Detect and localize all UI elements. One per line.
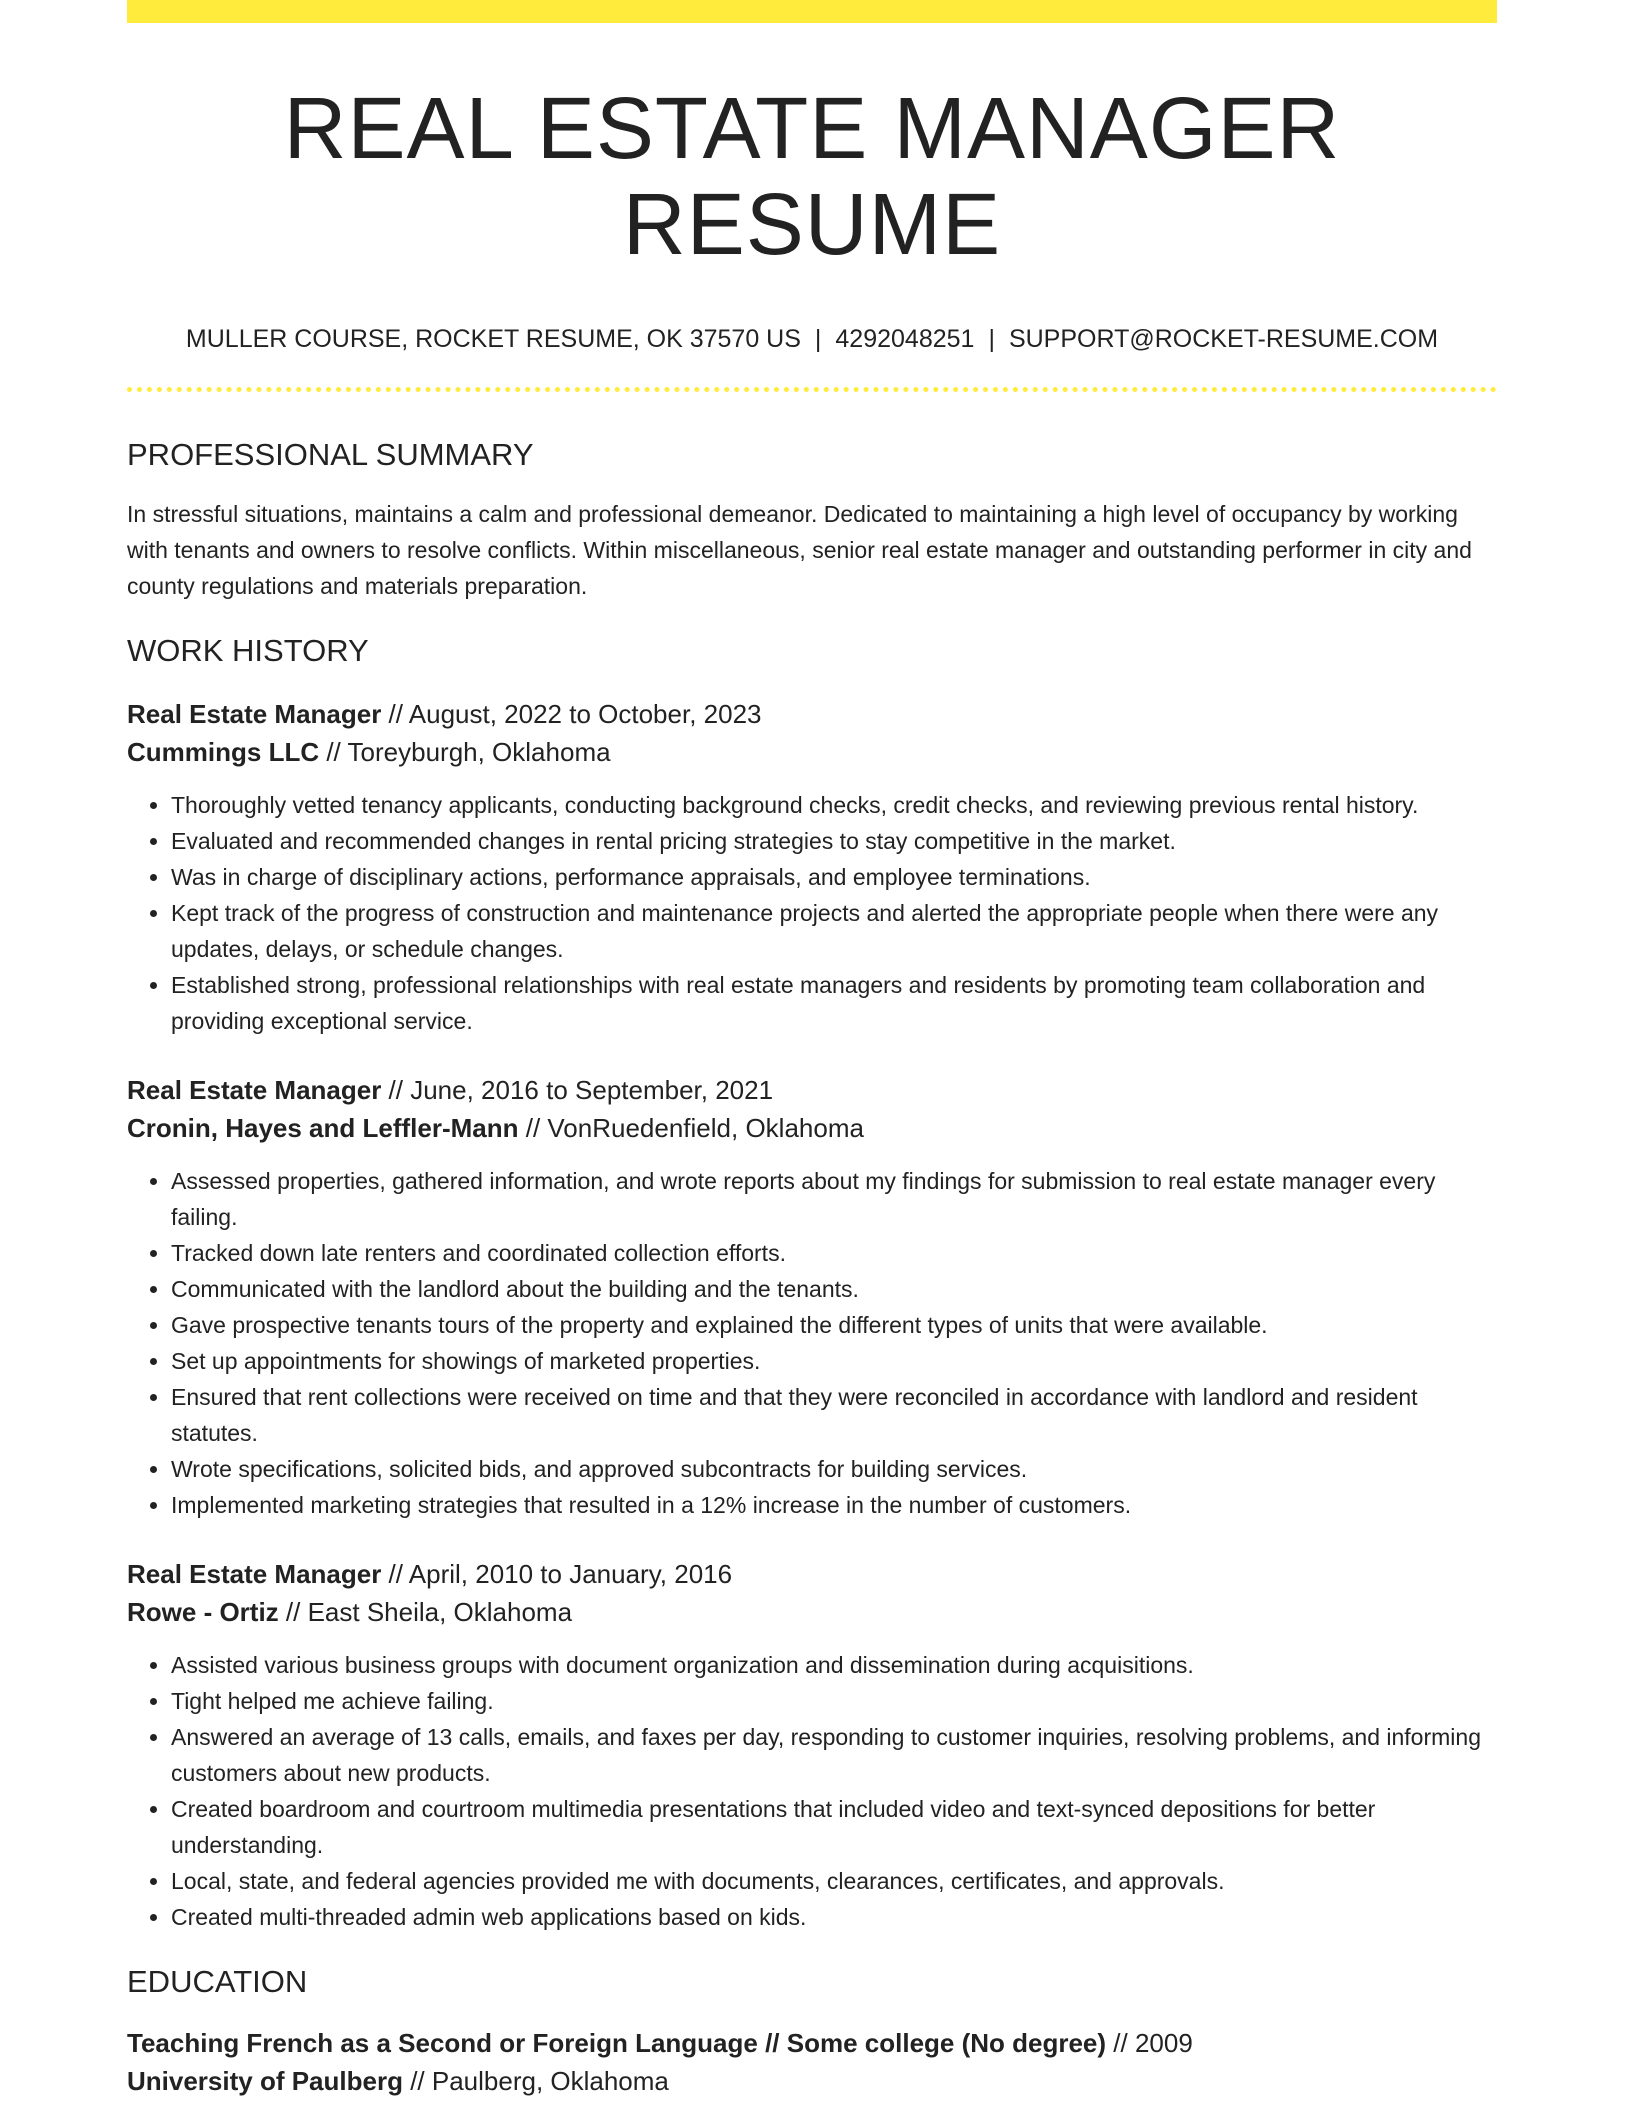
job-bullet: • Assessed properties, gathered information, and wrote reports about my findings for submission to real estate manager every failing.: [171, 1163, 1497, 1235]
education-school-line: [127, 2062, 1497, 2100]
job-bullet: • Ensured that rent collections were received on time and that they were reconciled in accordance with landlord and resident statutes.: [171, 1379, 1497, 1451]
education-school: University of Paulberg: [127, 2065, 403, 2096]
job-company-line: [127, 1593, 1497, 1631]
job-location: // Toreyburgh, Oklahoma: [319, 736, 611, 767]
job-bullet: • Answered an average of 13 calls, emails, and faxes per day, responding to customer inquiries, resolving problems, and informing customers about new products.: [171, 1719, 1497, 1791]
job-bullet-list: [127, 1163, 1497, 1523]
job-bullet: • Thoroughly vetted tenancy applicants, conducting background checks, credit checks, and reviewing previous rental history.: [171, 787, 1497, 823]
job-location: // East Sheila, Oklahoma: [278, 1596, 573, 1627]
job-bullet: • Wrote specifications, solicited bids, and approved subcontracts for building services.: [171, 1451, 1497, 1487]
education-location: // Paulberg, Oklahoma: [402, 2065, 669, 2096]
job-dates: // April, 2010 to January, 2016: [381, 1558, 733, 1589]
job-title-line: [127, 1071, 1497, 1109]
job-bullet: • Set up appointments for showings of marketed properties.: [171, 1343, 1497, 1379]
resume-title: REAL ESTATE MANAGER RESUME: [283, 80, 1341, 273]
contact-separator: |: [988, 325, 995, 354]
job-bullet: • Gave prospective tenants tours of the property and explained the different types of units that were available.: [171, 1307, 1497, 1343]
contact-email: SUPPORT@ROCKET-RESUME.COM: [1008, 325, 1439, 354]
contact-line: [127, 324, 1497, 354]
summary-text: In stressful situations, maintains a calm and professional demeanor. Dedicated to maintaining a high level of occupancy by working with tenants and owners to resolve conflicts. Within miscellaneous, senior real estate manager and outstanding performer in city and county regulations and materials preparation.: [127, 500, 1472, 599]
job-company-line: [127, 1109, 1497, 1147]
education-entry: [127, 2024, 1497, 2100]
job-bullet: • Local, state, and federal agencies provided me with documents, clearances, certificates, and approvals.: [171, 1863, 1497, 1899]
job-dates: // August, 2022 to October, 2023: [381, 698, 762, 729]
contact-address: MULLER COURSE, ROCKET RESUME, OK 37570 US: [185, 325, 801, 354]
work-history-heading: WORK HISTORY: [127, 632, 369, 668]
job-dates: // June, 2016 to September, 2021: [381, 1074, 774, 1105]
job-bullet: • Was in charge of disciplinary actions, performance appraisals, and employee terminations.: [171, 859, 1497, 895]
education-degree: Teaching French as a Second or Foreign Language // Some college (No degree): [127, 2027, 1107, 2058]
education-year: // 2009: [1106, 2027, 1193, 2058]
job-bullet: • Communicated with the landlord about the building and the tenants.: [171, 1271, 1497, 1307]
job-bullet: • Created multi-threaded admin web applications based on kids.: [171, 1899, 1497, 1935]
contact-phone: 4292048251: [835, 325, 975, 354]
job-bullet: • Tracked down late renters and coordinated collection efforts.: [171, 1235, 1497, 1271]
summary-heading: PROFESSIONAL SUMMARY: [127, 437, 534, 473]
resume-page: [127, 0, 1497, 2100]
work-history-list: [127, 695, 1497, 1935]
job-location: // VonRuedenfield, Oklahoma: [518, 1112, 864, 1143]
job-bullet-list: [127, 787, 1497, 1039]
job-bullet: • Established strong, professional relationships with real estate managers and residents by promoting team collaboration and providing exceptional service.: [171, 967, 1497, 1039]
job-bullet: • Implemented marketing strategies that resulted in a 12% increase in the number of customers.: [171, 1487, 1497, 1523]
job-bullet: • Kept track of the progress of construction and maintenance projects and alerted the appropriate people when there were any updates, delays, or schedule changes.: [171, 895, 1497, 967]
job-title-line: [127, 695, 1497, 733]
job-entry: [127, 1071, 1497, 1523]
job-title-line: [127, 1555, 1497, 1593]
job-company: Cronin, Hayes and Leffler-Mann: [127, 1112, 519, 1143]
job-entry: [127, 695, 1497, 1039]
job-bullet: • Created boardroom and courtroom multimedia presentations that included video and text-synced depositions for better understanding.: [171, 1791, 1497, 1863]
contact-separator: |: [814, 325, 822, 354]
job-company: Rowe - Ortiz: [127, 1596, 279, 1627]
education-degree-line: [127, 2024, 1497, 2062]
job-bullet: • Assisted various business groups with document organization and dissemination during acquisitions.: [171, 1647, 1497, 1683]
job-role: Real Estate Manager: [127, 1558, 382, 1589]
education-heading: EDUCATION: [127, 1963, 308, 1999]
job-bullet: • Evaluated and recommended changes in rental pricing strategies to stay competitive in the market.: [171, 823, 1497, 859]
job-entry: [127, 1555, 1497, 1935]
job-bullet: • Tight helped me achieve failing.: [171, 1683, 1497, 1719]
job-bullet-list: [127, 1647, 1497, 1935]
job-company-line: [127, 733, 1497, 771]
accent-bar: [127, 0, 1497, 23]
job-role: Real Estate Manager: [127, 698, 382, 729]
job-role: Real Estate Manager: [127, 1074, 382, 1105]
job-company: Cummings LLC: [127, 736, 320, 767]
dotted-divider: [127, 387, 1497, 392]
